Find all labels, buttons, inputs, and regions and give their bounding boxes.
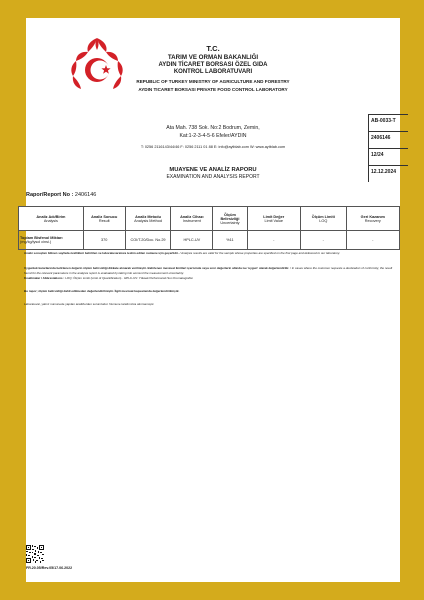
cell-instrument: HPLC-UV (171, 231, 213, 250)
cell-recovery: - (346, 231, 399, 250)
laboratory-name: KONTROL LABORATUVARI (173, 69, 253, 75)
qr-code-icon (26, 545, 44, 563)
col-result: Analiz Sonucu Result (83, 207, 125, 231)
report-date: 12.12.2024 (368, 165, 408, 182)
cell-limit: - (247, 231, 300, 250)
report-notes (24, 251, 400, 308)
reference-report-no: 2406146 (368, 131, 408, 148)
report-number-label: Rapor/Report No : (26, 192, 74, 198)
report-number-value: 2406146 (74, 192, 97, 198)
col-analysis: Analiz Adı/Birim Analysis (19, 207, 84, 231)
laboratory-name-en: AYDIN TICARET BORSASI PRIVATE FOOD CONTROL LABORATORY (138, 87, 288, 92)
note-responsibility: Laboratuvar, yalnız numunede yapılan analizlerden sorumludur. Numune tarafımızca alınmamıştır. (24, 302, 155, 307)
report-title-tr: MUAYENE VE ANALİZ RAPORU (169, 167, 257, 173)
col-instrument: Analiz Cihazı Instrument (171, 207, 213, 231)
note-conformity: Uygunluk kararlarında belirlenen değerin ölçüm belirsizliği dikkate alınarak verilmiştir. Belirlenen mevzuat limitleri içerisinde veya sınır değerlerin altında ise 'uygun' olarak değerlendirilir. / In cases where the customer requests a declaration of conformity, the result found for the relevant parameters in the analysis report is evaluated by taking into account the measurement uncertainty. (24, 266, 393, 276)
cell-analysis-name: Toplam Bisfenol Miktarı (mg/kg/lysol cinsi.) (19, 231, 84, 250)
republic-abbrev: T.C. (206, 44, 220, 53)
results-header-row (19, 207, 400, 231)
table-row (19, 231, 400, 250)
note-validity: Analiz sonuçları bilinen sayfada özellikleri belirtilen ve laboratuvarımıza teslim edilen numune için geçerlidir. / Analysis results are valid for the sample whose properties are specified on the first page and delivered to our laboratory. (24, 251, 340, 255)
cell-loq: - (300, 231, 346, 250)
note-abbreviations: Kısaltmalar / Abbreviations : LOQ: Ölçüm Limiti (Limit of Quantification) · HPLC-UV: Yüksek Performanslı Sıvı Kromatografisi (24, 276, 193, 281)
report-number (26, 192, 96, 198)
ministry-name: TARIM VE ORMAN BAKANLIĞI (167, 54, 259, 61)
col-uncertainty: Ölçüm Belirsizliği Uncertainty (213, 207, 247, 231)
ministry-name-en: REPUBLIC OF TURKEY MINISTRY OF AGRICULTURE AND FORESTRY (136, 79, 290, 84)
col-loq: Ölçüm Limiti LOQ (300, 207, 346, 231)
accreditation-code: AB-0033-T (368, 114, 408, 131)
page-number: 12/24 (368, 148, 408, 165)
lab-address (26, 124, 400, 140)
address-line-1: Ata Mah. 738 Sok. No:2 Bodrum, Zemin, (166, 125, 260, 131)
col-recovery: Geri Kazanım Recovery (346, 207, 399, 231)
organization-name: AYDIN TİCARET BORSASI ÖZEL GIDA (158, 62, 268, 68)
cell-uncertainty: %11 (213, 231, 247, 250)
col-limit: Limit Değer Limit Value (247, 207, 300, 231)
lab-header (26, 44, 400, 92)
form-code: FR.20.05/Rev.05/17.06.2022 (26, 566, 73, 570)
note-evaluation: Bu rapor; ölçüm belirsizliği dahil edilmeden değerlendirilmiştir. İlgili mevzuat kapsamında değerlendirilmiştir. (24, 289, 180, 294)
cell-method: COI/T.20/Doc. No.29 (125, 231, 171, 250)
lab-contact: T: 0256 2116143/44/46 F: 0256 2111 01 88 E: info@aytblab.com W: www.aytblab.com (140, 145, 286, 149)
cell-result: 370 (83, 231, 125, 250)
report-title (26, 167, 400, 180)
report-title-en: EXAMINATION AND ANALYSIS REPORT (166, 174, 260, 180)
results-table (18, 206, 400, 250)
col-method: Analiz Metodu Analysis Method (125, 207, 171, 231)
report-page (20, 18, 400, 582)
address-line-2: Kat:1-2-3-4-5-6 Efeler/AYDIN (179, 133, 247, 139)
